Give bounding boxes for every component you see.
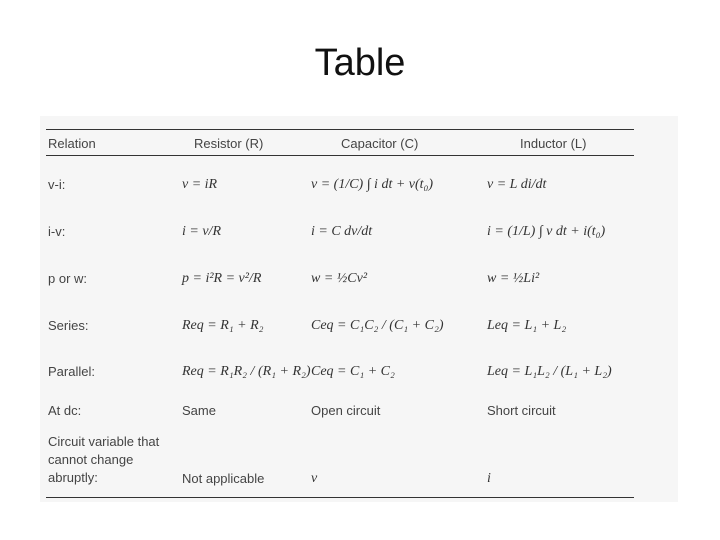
header-inductor: Inductor (L) — [520, 136, 587, 151]
row-abrupt-capacitor: v — [311, 471, 318, 486]
row-parallel-resistor: Req = R₁R₂ / (R₁ + R₂) — [182, 364, 311, 379]
row-series-inductor: Leq = L₁ + L₂ — [487, 318, 567, 333]
row-dc-capacitor: Open circuit — [311, 403, 381, 418]
slide-title: Table — [314, 42, 406, 84]
row-abrupt-resistor: Not applicable — [182, 471, 265, 486]
row-abrupt-inductor: i — [487, 471, 491, 486]
row-power-inductor: w = ½Li² — [487, 271, 540, 286]
row-series-capacitor: Ceq = C₁C₂ / (C₁ + C₂) — [311, 318, 444, 333]
row-vi-inductor: v = L di/dt — [487, 177, 547, 192]
row-iv-resistor: i = v/R — [182, 224, 221, 239]
table-header-rule — [46, 155, 634, 156]
row-iv-inductor: i = (1/L) ∫ v dt + i(t₀) — [487, 224, 606, 239]
table-bottom-rule — [46, 497, 634, 498]
row-abrupt-relation: Circuit variable that cannot change abruptly: — [48, 434, 160, 485]
row-series-relation: Series: — [48, 318, 89, 333]
header-relation: Relation — [48, 136, 96, 151]
header-capacitor: Capacitor (C) — [341, 136, 419, 151]
row-parallel-relation: Parallel: — [48, 364, 95, 379]
row-vi-capacitor: v = (1/C) ∫ i dt + v(t₀) — [311, 177, 434, 192]
row-vi-resistor: v = iR — [182, 177, 218, 192]
row-iv-relation: i-v: — [48, 224, 66, 239]
row-vi-relation: v-i: — [48, 177, 66, 192]
row-dc-relation: At dc: — [48, 403, 82, 418]
table-top-rule — [46, 129, 634, 130]
header-resistor: Resistor (R) — [194, 136, 264, 151]
row-dc-resistor: Same — [182, 403, 216, 418]
row-parallel-inductor: Leq = L₁L₂ / (L₁ + L₂) — [487, 364, 612, 379]
row-parallel-capacitor: Ceq = C₁ + C₂ — [311, 364, 395, 379]
row-power-resistor: p = i²R = v²/R — [182, 271, 262, 286]
row-power-relation: p or w: — [48, 271, 88, 286]
row-iv-capacitor: i = C dv/dt — [311, 224, 373, 239]
row-series-resistor: Req = R₁ + R₂ — [182, 318, 264, 333]
row-dc-inductor: Short circuit — [487, 403, 556, 418]
row-power-capacitor: w = ½Cv² — [311, 271, 368, 286]
